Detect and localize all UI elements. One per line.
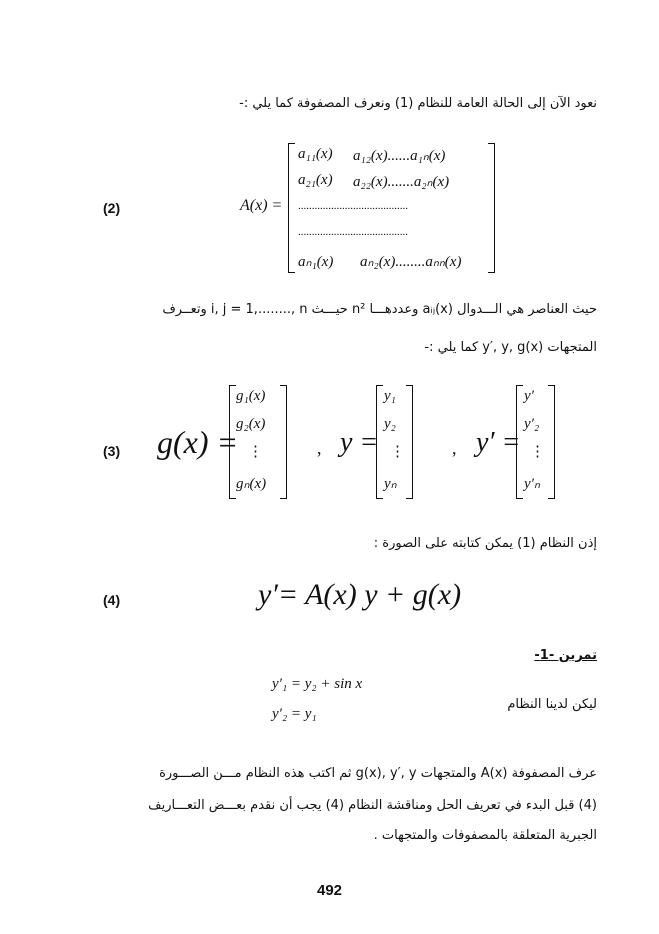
paragraph-system-form: إذن النظام (1) يمكن كتابته على الصورة : (373, 536, 597, 551)
matrix-ellipsis-row: ........................................ (298, 200, 408, 212)
vector-left-bracket (516, 385, 523, 499)
intro-text: نعود الآن إلى الحالة العامة للنظام (1) ونعرف المصفوفة كما يلي :- (239, 96, 597, 111)
matrix-right-bracket (488, 143, 495, 273)
vector-entry: g₁(x) (236, 388, 266, 404)
vector-entry: y′₂ (524, 416, 540, 432)
vector-left-bracket (229, 385, 236, 499)
matrix-cell: aₙ₂(x)........aₙₙ(x) (360, 254, 462, 270)
matrix-left-bracket (288, 143, 295, 273)
vector-g-lhs: g(x) = (157, 424, 239, 460)
matrix-cell: a₂₂(x).......a₂ₙ(x) (353, 174, 450, 190)
matrix-cell: a₂₁(x) (298, 172, 333, 188)
vector-entry: yₙ (384, 476, 397, 492)
exercise-system-label: ليكن لدينا النظام (507, 697, 597, 712)
equation-4-expression: y′= A(x) y + g(x) (258, 578, 462, 611)
paragraph-vectors: المتجهات y′, y, g(x) كما يلي :- (424, 340, 597, 355)
vector-entry: y₂ (384, 416, 396, 432)
paragraph-task-line3: الجبرية المتعلقة بالمصفوفات والمتجهات . (373, 828, 597, 843)
vector-right-bracket (406, 385, 413, 499)
vector-right-bracket (280, 385, 287, 499)
vector-y-lhs: y = (340, 427, 379, 458)
paragraph-task-line2: (4) قبل البدء في تعريف الحل ومناقشة النظام (4) يجب أن نقدم بعـــض التعـــاريف (148, 798, 597, 813)
vector-entry: y₁ (384, 388, 396, 404)
vector-right-bracket (548, 385, 555, 499)
separator-comma: , (317, 438, 322, 458)
matrix-cell: a₁₁(x) (298, 146, 333, 162)
exercise-equation-1: y′₁ = y₂ + sin x (272, 676, 363, 692)
matrix-cell: a₁₂(x)......a₁ₙ(x) (353, 148, 446, 164)
matrix-cell: aₙ₁(x) (298, 254, 334, 270)
paragraph-elements: حيث العناصر هي الـــدوال aᵢⱼ(x) وعددهـــا n² حيـــث i, j = 1,........, n وتعــرف (162, 302, 597, 317)
paragraph-task-line1: عرف المصفوفة A(x) والمتجهات g(x), y′, y ثم اكتب هذه النظام مـــن الصـــورة (159, 766, 597, 781)
matrix-ellipsis-row: ........................................ (298, 226, 408, 238)
vector-yprime-lhs: y′ = (476, 427, 521, 458)
vector-entry: y′ₙ (524, 476, 540, 492)
vector-entry: g₂(x) (236, 416, 266, 432)
vector-entry: ⋮ (248, 444, 263, 460)
vector-entry: gₙ(x) (236, 476, 267, 492)
page-number: 492 (316, 882, 343, 899)
vector-entry: ⋮ (530, 444, 545, 460)
vector-entry: ⋮ (390, 444, 405, 460)
equation-number-4: (4) (103, 592, 121, 608)
vector-left-bracket (376, 385, 383, 499)
separator-comma: , (452, 438, 457, 458)
exercise-equation-2: y′₂ = y₁ (272, 706, 317, 722)
equation-number-2: (2) (103, 200, 121, 216)
matrix-a-lhs: A(x) = (240, 197, 283, 214)
vector-entry: y′ (524, 388, 534, 404)
equation-number-3: (3) (103, 443, 121, 459)
exercise-title: تمرين -1- (534, 648, 597, 663)
